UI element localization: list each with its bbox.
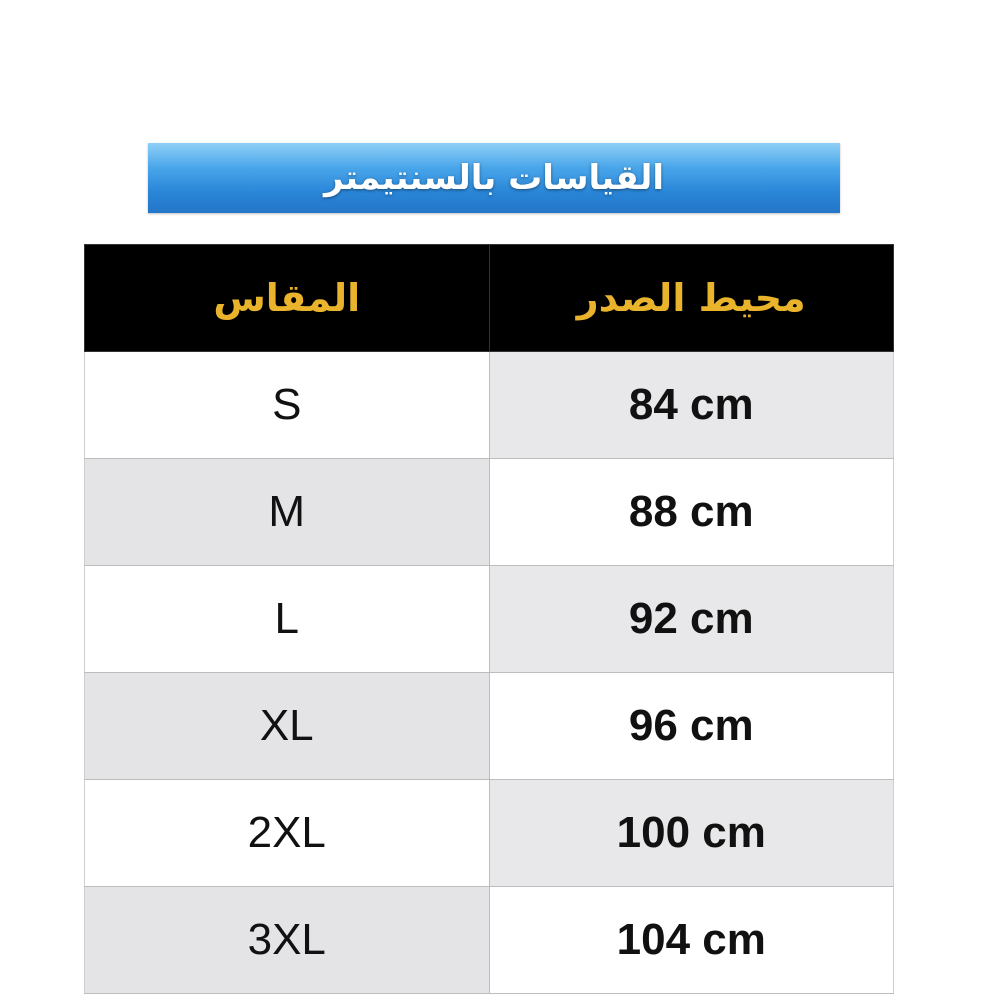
chest-cell: 100 cm [489,780,894,887]
table-row [85,673,894,780]
table-row [85,566,894,673]
title-banner [148,143,840,213]
size-chart-table [84,244,894,994]
chest-cell: 88 cm [489,459,894,566]
chest-cell: 84 cm [489,352,894,459]
table-row [85,887,894,994]
table-row [85,780,894,887]
size-cell: XL [85,673,490,780]
chest-cell: 96 cm [489,673,894,780]
header-size: المقاس [85,245,490,352]
size-cell: L [85,566,490,673]
size-cell: M [85,459,490,566]
header-chest: محيط الصدر [489,245,894,352]
table-row [85,459,894,566]
size-cell: 3XL [85,887,490,994]
table-header-row [85,245,894,352]
chest-cell: 92 cm [489,566,894,673]
size-cell: S [85,352,490,459]
banner-title: القياسات بالسنتيمتر [323,158,665,198]
table-row [85,352,894,459]
size-cell: 2XL [85,780,490,887]
chest-cell: 104 cm [489,887,894,994]
